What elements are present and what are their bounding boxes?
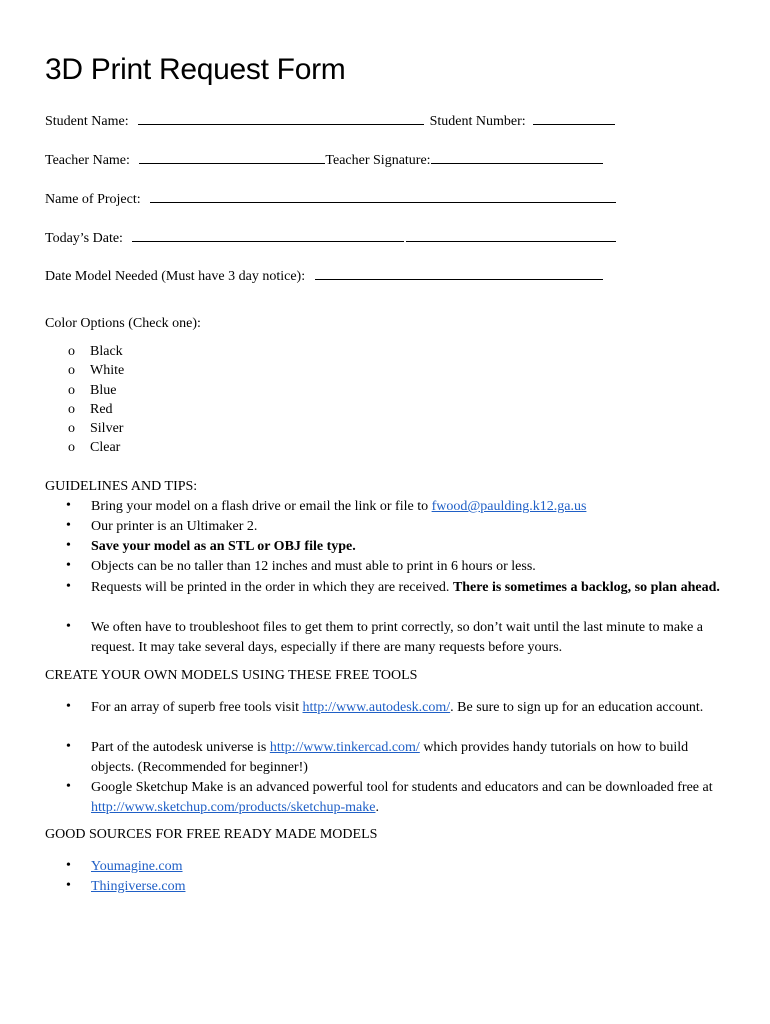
sources-heading: GOOD SOURCES FOR FREE READY MADE MODELS — [45, 827, 378, 842]
teacher-signature-line[interactable] — [431, 150, 603, 164]
checkbox-circle-icon[interactable]: o — [68, 421, 75, 436]
date-needed-label: Date Model Needed (Must have 3 day notice): — [45, 269, 306, 284]
checkbox-circle-icon[interactable]: o — [68, 402, 75, 417]
source-item — [91, 857, 731, 877]
checkbox-circle-icon[interactable]: o — [68, 383, 75, 398]
source-item — [91, 877, 731, 897]
checkbox-circle-icon[interactable]: o — [68, 344, 75, 359]
autodesk-link[interactable]: http://www.autodesk.com/ — [302, 700, 451, 715]
bullet-icon: • — [66, 518, 71, 533]
color-option-label: White — [90, 363, 125, 378]
color-options-heading: Color Options (Check one): — [45, 316, 201, 331]
tool-text: For an array of superb free tools visit — [91, 700, 299, 715]
tools-heading: CREATE YOUR OWN MODELS USING THESE FREE TOOLS — [45, 668, 418, 683]
color-option-label: Black — [90, 344, 123, 359]
student-number-line[interactable] — [533, 111, 615, 125]
student-name-label: Student Name: — [45, 114, 129, 129]
color-option-label: Blue — [90, 383, 117, 398]
checkbox-circle-icon[interactable]: o — [68, 363, 75, 378]
color-option-label: Clear — [90, 440, 121, 455]
page-title: 3D Print Request Form — [45, 53, 346, 86]
email-link[interactable]: fwood@paulding.k12.ga.us — [431, 499, 587, 514]
student-name-line[interactable] — [138, 111, 424, 125]
color-option-clear[interactable] — [68, 439, 120, 457]
bullet-icon: • — [66, 858, 71, 873]
guideline-item — [91, 497, 731, 517]
guideline-item: Save your model as an STL or OBJ file type. — [91, 539, 356, 554]
tool-text: . — [375, 800, 379, 815]
color-option-silver[interactable] — [68, 420, 123, 438]
teacher-name-label: Teacher Name: — [45, 153, 130, 168]
tool-text: Google Sketchup Make is an advanced powerful tool for students and educators and can be downloaded free at — [91, 780, 713, 795]
guideline-item — [91, 578, 731, 598]
teacher-name-row — [45, 150, 603, 170]
color-option-black[interactable] — [68, 343, 123, 361]
bullet-icon: • — [66, 498, 71, 513]
color-option-label: Silver — [90, 421, 124, 436]
tool-item — [91, 778, 731, 818]
guideline-text: Requests will be printed in the order in which they are received. — [91, 580, 450, 595]
color-option-red[interactable] — [68, 401, 113, 419]
guideline-item: Our printer is an Ultimaker 2. — [91, 519, 258, 534]
bullet-icon: • — [66, 619, 71, 634]
bullet-icon: • — [66, 779, 71, 794]
color-option-label: Red — [90, 402, 113, 417]
project-name-line[interactable] — [150, 189, 616, 203]
todays-date-line[interactable] — [132, 228, 404, 242]
tool-text: . Be sure to sign up for an education account. — [450, 700, 704, 715]
bullet-icon: • — [66, 558, 71, 573]
date-needed-row — [45, 266, 603, 286]
project-name-row — [45, 189, 616, 209]
bullet-icon: • — [66, 699, 71, 714]
checkbox-circle-icon[interactable]: o — [68, 440, 75, 455]
sketchup-link[interactable]: http://www.sketchup.com/products/sketchup-make — [91, 800, 376, 815]
student-name-row — [45, 111, 615, 131]
project-name-label: Name of Project: — [45, 192, 141, 207]
todays-date-line-2[interactable] — [406, 228, 616, 242]
student-number-label: Student Number: — [429, 114, 526, 129]
color-option-blue[interactable] — [68, 382, 116, 400]
date-needed-line[interactable] — [315, 266, 603, 280]
tool-text: which provides handy tutorials on how to build objects. (Recommended for beginner!) — [91, 740, 689, 775]
guideline-bold-text: There is sometimes a backlog, so plan ahead. — [452, 580, 720, 595]
youmagine-link[interactable]: Youmagine.com — [91, 859, 183, 874]
color-option-white[interactable] — [68, 362, 124, 380]
teacher-signature-label: Teacher Signature: — [325, 153, 431, 168]
bullet-icon: • — [66, 878, 71, 893]
guideline-text: Bring your model on a flash drive or email the link or file to — [91, 499, 429, 514]
todays-date-row — [45, 228, 616, 248]
thingiverse-link[interactable]: Thingiverse.com — [91, 879, 186, 894]
bullet-icon: • — [66, 739, 71, 754]
guideline-item: We often have to troubleshoot files to get them to print correctly, so don’t wait until the last minute to make a request. It may take several days, especially if there are many requests before yours. — [91, 620, 704, 655]
tinkercad-link[interactable]: http://www.tinkercad.com/ — [269, 740, 420, 755]
bullet-icon: • — [66, 579, 71, 594]
guideline-item: Objects can be no taller than 12 inches and must able to print in 6 hours or less. — [91, 559, 536, 574]
tool-text: Part of the autodesk universe is — [91, 740, 267, 755]
teacher-name-line[interactable] — [139, 150, 325, 164]
todays-date-label: Today’s Date: — [45, 231, 123, 246]
tool-item — [91, 698, 731, 718]
tool-item — [91, 738, 731, 778]
guidelines-heading: GUIDELINES AND TIPS: — [45, 479, 198, 494]
bullet-icon: • — [66, 538, 71, 553]
